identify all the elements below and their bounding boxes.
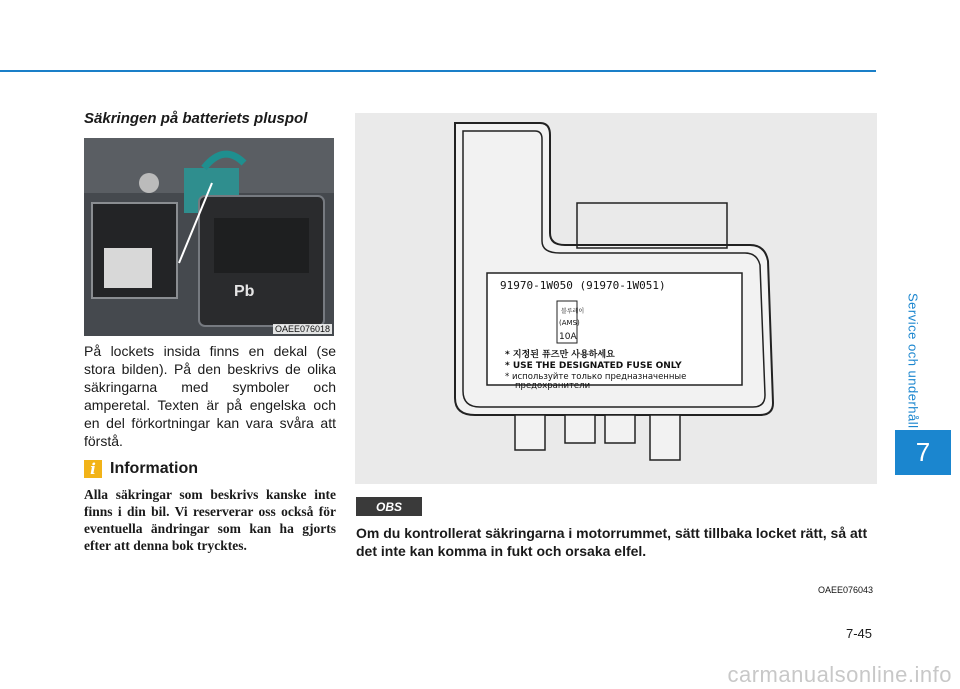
fuse-korean-label: 블루레이 [561, 308, 585, 315]
page-number: 7-45 [845, 626, 872, 641]
fuse-amp-label: 10A [559, 332, 577, 342]
battery-photo [84, 138, 334, 336]
chapter-number-tab: 7 [895, 430, 951, 475]
fuse-cover-outline [355, 113, 877, 484]
fuse-part-numbers: 91970-1W050 (91970-1W051) [500, 279, 666, 292]
section-title: Säkringen på batteriets pluspol [84, 110, 308, 127]
photo-code: OAEE076018 [274, 324, 330, 334]
information-heading [84, 460, 198, 478]
battery-photo-illustration [84, 138, 334, 336]
footer-watermark: carmanualsonline.info [727, 662, 952, 687]
body-paragraph: På lockets insida finns en dekal (se stora bilden). På den beskrivs de olika säkringarna med symboler och amperetal. Texten är på engelska och en del förkortningar kan vara svåra att förstå. [84, 343, 336, 449]
information-text: Alla säkringar som beskrivs kanske inte finns i din bil. Vi reserverar oss också för eventuella ändringar som kan ha gjorts efter att denna bok trycktes. [84, 487, 336, 553]
diagram-code: OAEE076043 [817, 585, 873, 595]
battery-pb-label: Pb [234, 283, 255, 300]
fuse-ams-label: (AMS) [559, 319, 580, 327]
header-rule [0, 70, 876, 72]
obs-warning-text: Om du kontrollerat säkringarna i motorrummet, sätt tillbaka locket rätt, så att det inte kan komma in fukt och orsaka elfel. [356, 525, 868, 559]
fuse-note-russian-1: * используйте только предназначенные [505, 372, 687, 382]
obs-badge: OBS [356, 497, 422, 516]
information-label: Information [110, 460, 198, 477]
fuse-note-english: * USE THE DESIGNATED FUSE ONLY [505, 361, 682, 371]
fuse-note-korean: * 지정된 퓨즈만 사용하세요 [505, 350, 615, 360]
chapter-title: Service och underhåll [905, 293, 921, 429]
info-icon: i [84, 460, 102, 478]
fuse-note-russian-2: предохранители [515, 381, 591, 391]
